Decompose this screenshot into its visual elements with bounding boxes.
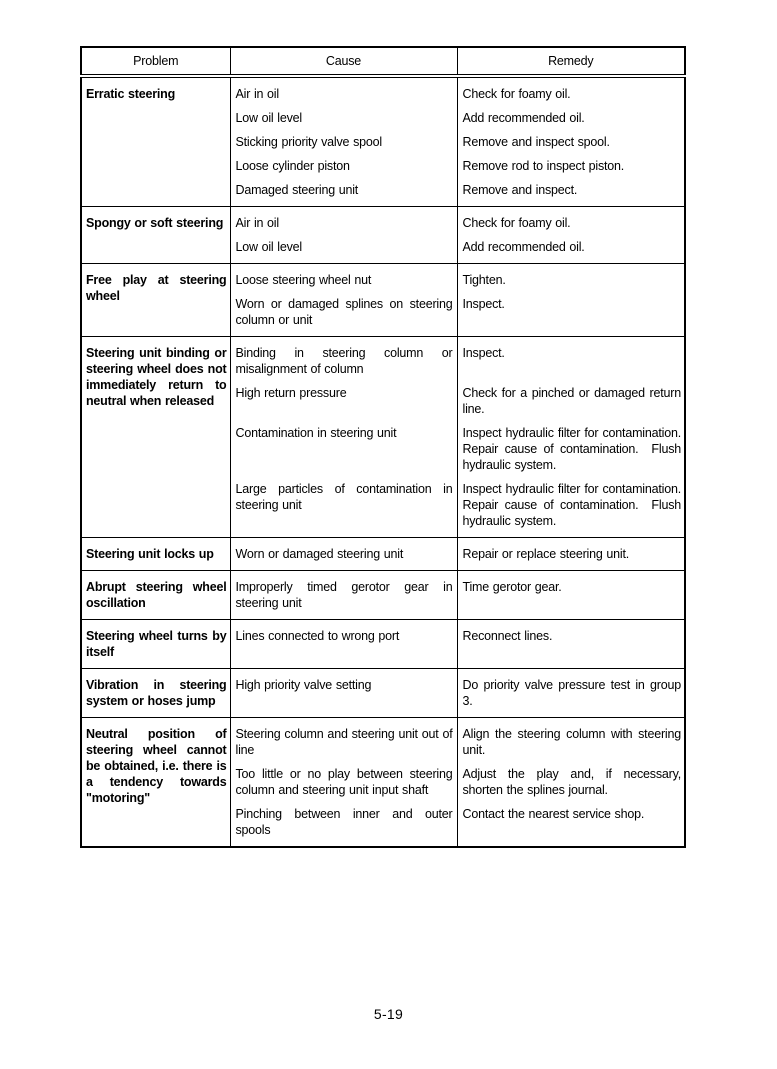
remedy-cell: Time gerotor gear.: [457, 571, 685, 620]
cause-cell: Pinching between inner and outer spools: [230, 806, 457, 847]
remedy-cell: Align the steering column with steering unit.: [457, 718, 685, 767]
cause-cell: Contamination in steering unit: [230, 425, 457, 481]
problem-cell: Steering wheel turns by itself: [81, 620, 230, 669]
troubleshooting-table: [80, 46, 686, 848]
table-row: [81, 538, 685, 571]
problem-cell: Steering unit binding or steering wheel does not immediately return to neutral when released: [81, 337, 230, 538]
remedy-cell: Remove and inspect spool.: [462, 135, 610, 149]
cause-cell: Loose steering wheel nut: [230, 264, 457, 297]
cause-cell: Low oil level: [230, 110, 457, 134]
cause-cell: Air in oil: [230, 76, 457, 110]
problem-cell: Abrupt steering wheel oscillation: [81, 571, 230, 620]
cause-cell: High priority valve setting: [230, 669, 457, 718]
problem-cell: Free play at steering wheel: [81, 264, 230, 337]
problem-cell: Spongy or soft steering: [81, 207, 230, 264]
table-row: [81, 718, 685, 767]
cause-cell: Low oil level: [230, 239, 457, 264]
remedy-cell: Check for foamy oil.: [457, 207, 685, 240]
table-row: [81, 207, 685, 240]
cause-cell: Worn or damaged splines on steering column or unit: [230, 296, 457, 337]
cause-cell: Binding in steering column or misalignment of column: [230, 337, 457, 386]
table-row: [81, 76, 685, 110]
column-header-cause: Cause: [230, 47, 457, 76]
cause-cell: Worn or damaged steering unit: [230, 538, 457, 571]
cause-cell: Steering column and steering unit out of line: [230, 718, 457, 767]
table-row: [81, 571, 685, 620]
remedy-cell: Inspect.: [462, 297, 505, 311]
table-header-row: [81, 47, 685, 76]
column-header-problem: Problem: [81, 47, 230, 76]
cause-cell: Damaged steering unit: [230, 182, 457, 207]
remedy-cell: Add recommended oil.: [462, 111, 585, 125]
remedy-cell: Add recommended oil.: [462, 240, 585, 254]
problem-cell: Vibration in steering system or hoses jump: [81, 669, 230, 718]
table-row: [81, 337, 685, 386]
remedy-cell: Inspect hydraulic filter for contamination. Repair cause of contamination. Flush hydraulic system.: [462, 482, 681, 528]
problem-cell: Steering unit locks up: [81, 538, 230, 571]
remedy-cell: Inspect hydraulic filter for contamination. Repair cause of contamination. Flush hydraulic system.: [462, 426, 681, 472]
cause-cell: Sticking priority valve spool: [230, 134, 457, 158]
problem-cell: Neutral position of steering wheel cannot be obtained, i.e. there is a tendency towards "motoring": [81, 718, 230, 848]
remedy-cell: Repair or replace steering unit.: [457, 538, 685, 571]
remedy-cell: Tighten.: [457, 264, 685, 297]
remedy-cell: Reconnect lines.: [457, 620, 685, 669]
table-row: [81, 620, 685, 669]
remedy-cell: Do priority valve pressure test in group 3.: [457, 669, 685, 718]
table-row: [81, 669, 685, 718]
cause-cell: Improperly timed gerotor gear in steering unit: [230, 571, 457, 620]
cause-cell: Air in oil: [230, 207, 457, 240]
cause-cell: Lines connected to wrong port: [230, 620, 457, 669]
remedy-cell: Contact the nearest service shop.: [462, 807, 645, 821]
cause-cell: Loose cylinder piston: [230, 158, 457, 182]
remedy-cell: Adjust the play and, if necessary, shorten the splines journal.: [462, 767, 681, 797]
table-row: [81, 264, 685, 297]
remedy-cell: Remove rod to inspect piston.: [462, 159, 625, 173]
problem-cell: Erratic steering: [81, 76, 230, 207]
page-number: 5-19: [373, 1006, 404, 1022]
remedy-cell: Inspect.: [457, 337, 685, 386]
remedy-cell: Remove and inspect.: [462, 183, 578, 197]
column-header-remedy: Remedy: [457, 47, 685, 76]
cause-cell: Large particles of contamination in steering unit: [230, 481, 457, 538]
cause-cell: High return pressure: [230, 385, 457, 425]
remedy-cell: Check for foamy oil.: [457, 76, 685, 110]
cause-cell: Too little or no play between steering column and steering unit input shaft: [230, 766, 457, 806]
remedy-cell: Check for a pinched or damaged return line.: [462, 386, 681, 416]
